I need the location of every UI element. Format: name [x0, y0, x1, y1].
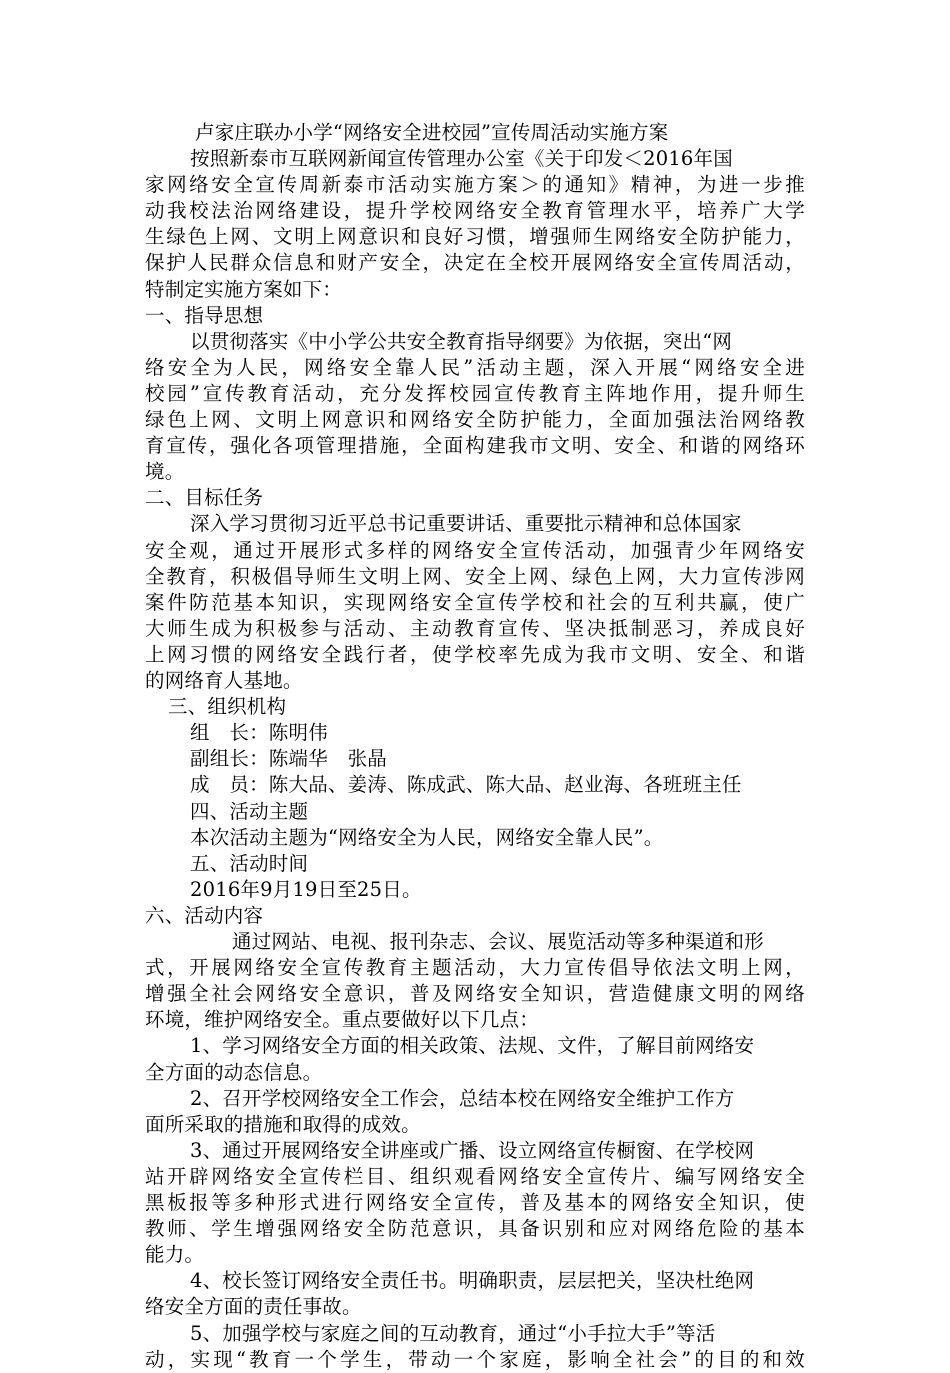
heading-theme: 四、活动主题 [190, 799, 309, 823]
heading-time: 五、活动时间 [190, 851, 309, 875]
paragraph-line: 络安全方面的责任事故。 [145, 1295, 362, 1319]
paragraph-line: 境。 [145, 460, 185, 484]
paragraph-line: 黑板报等多种形式进行网络安全宣传，普及基本的网络安全知识，使 [145, 1191, 805, 1214]
paragraph-line: 的网络育人基地。 [145, 669, 303, 692]
paragraph-line: 式，开展网络安全宣传教育主题活动，大力宣传倡导依法文明上网， [145, 956, 805, 980]
content-item-5: 5、加强学校与家庭之间的互动教育，通过“小手拉大手”等活 [190, 1321, 716, 1345]
paragraph-line: 深入学习贯彻习近平总书记重要讲话、重要批示精神和总体国家 [190, 512, 742, 536]
heading-organization: 三、组织机构 [168, 695, 287, 719]
paragraph-line: 生绿色上网、文明上网意识和良好习惯，增强师生网络安全防护能力， [145, 225, 805, 249]
paragraph-line: 动，实现“教育一个学生，带动一个家庭，影响全社会”的目的和效 [145, 1347, 805, 1371]
paragraph-line: 保护人民群众信息和财产安全，决定在全校开展网络安全宣传周活动， [145, 251, 805, 275]
content-item-2: 2、召开学校网络安全工作会，总结本校在网络安全维护工作方 [190, 1086, 735, 1110]
time-text: 2016年9月19日至25日。 [190, 877, 422, 901]
paragraph-line: 全方面的动态信息。 [145, 1060, 323, 1084]
paragraph-line: 能力。 [145, 1243, 205, 1267]
heading-guiding-ideology: 一、指导思想 [145, 303, 264, 327]
paragraph-line: 大师生成为积极参与活动、主动教育宣传、坚决抵制恶习，养成良好 [145, 616, 805, 640]
paragraph-line: 育宣传，强化各项管理措施，全面构建我市文明、安全、和谐的网络环 [145, 434, 805, 458]
theme-text: 本次活动主题为“网络安全为人民，网络安全靠人民”。 [190, 825, 664, 849]
paragraph-line: 增强全社会网络安全意识，普及网络安全知识，营造健康文明的网络 [145, 982, 805, 1006]
heading-content: 六、活动内容 [145, 903, 264, 927]
paragraph-line: 按照新泰市互联网新闻宣传管理办公室《关于印发＜2016年国 [190, 147, 733, 170]
paragraph-line: 特制定实施方案如下： [145, 277, 343, 301]
paragraph-line: 通过网站、电视、报刊杂志、会议、展览活动等多种渠道和形 [232, 930, 764, 953]
paragraph-line: 以贯彻落实《中小学公共安全教育指导纲要》为依据，突出“网 [190, 329, 733, 353]
paragraph-line: 校园”宣传教育活动，充分发挥校园宣传教育主阵地作用，提升师生 [145, 381, 805, 405]
org-members: 成 员：陈大品、姜涛、陈成武、陈大品、赵业海、各班班主任 [190, 773, 742, 797]
content-item-1: 1、学习网络安全方面的相关政策、法规、文件，了解目前网络安 [190, 1034, 755, 1058]
paragraph-line: 环境，维护网络安全。重点要做好以下几点： [145, 1008, 540, 1032]
paragraph-line: 站开辟网络安全宣传栏目、组织观看网络安全宣传片、编写网络安全 [145, 1164, 805, 1188]
paragraph-line: 案件防范基本知识，实现网络安全宣传学校和社会的互利共赢，使广 [145, 590, 805, 614]
paragraph-line: 家网络安全宣传周新泰市活动实施方案＞的通知》精神，为进一步推 [145, 173, 805, 197]
paragraph-line: 全教育，积极倡导师生文明上网、安全上网、绿色上网，大力宣传涉网 [145, 564, 805, 588]
paragraph-line: 教师、学生增强网络安全防范意识，具备识别和应对网络危险的基本 [145, 1217, 805, 1241]
paragraph-line: 动我校法治网络建设，提升学校网络安全教育管理水平，培养广大学 [145, 199, 805, 223]
content-item-3: 3、通过开展网络安全讲座或广播、设立网络宣传橱窗、在学校网 [190, 1138, 755, 1162]
org-leader: 组 长：陈明伟 [190, 721, 328, 745]
paragraph-line: 安全观，通过开展形式多样的网络安全宣传活动，加强青少年网络安 [145, 538, 805, 562]
paragraph-line: 上网习惯的网络安全践行者，使学校率先成为我市文明、安全、和谐 [145, 642, 805, 666]
heading-goals: 二、目标任务 [145, 486, 264, 510]
org-deputy-leader: 副组长：陈端华 张晶 [190, 747, 388, 771]
paragraph-line: 面所采取的措施和取得的成效。 [145, 1112, 421, 1136]
document-title: 卢家庄联办小学“网络安全进校园”宣传周活动实施方案 [195, 121, 669, 144]
paragraph-line: 绿色上网、文明上网意识和网络安全防护能力，全面加强法治网络教 [145, 408, 805, 431]
content-item-4: 4、校长签订网络安全责任书。明确职责，层层把关，坚决杜绝网 [190, 1269, 755, 1293]
paragraph-line: 络安全为人民，网络安全靠人民”活动主题，深入开展“网络安全进 [145, 355, 805, 379]
